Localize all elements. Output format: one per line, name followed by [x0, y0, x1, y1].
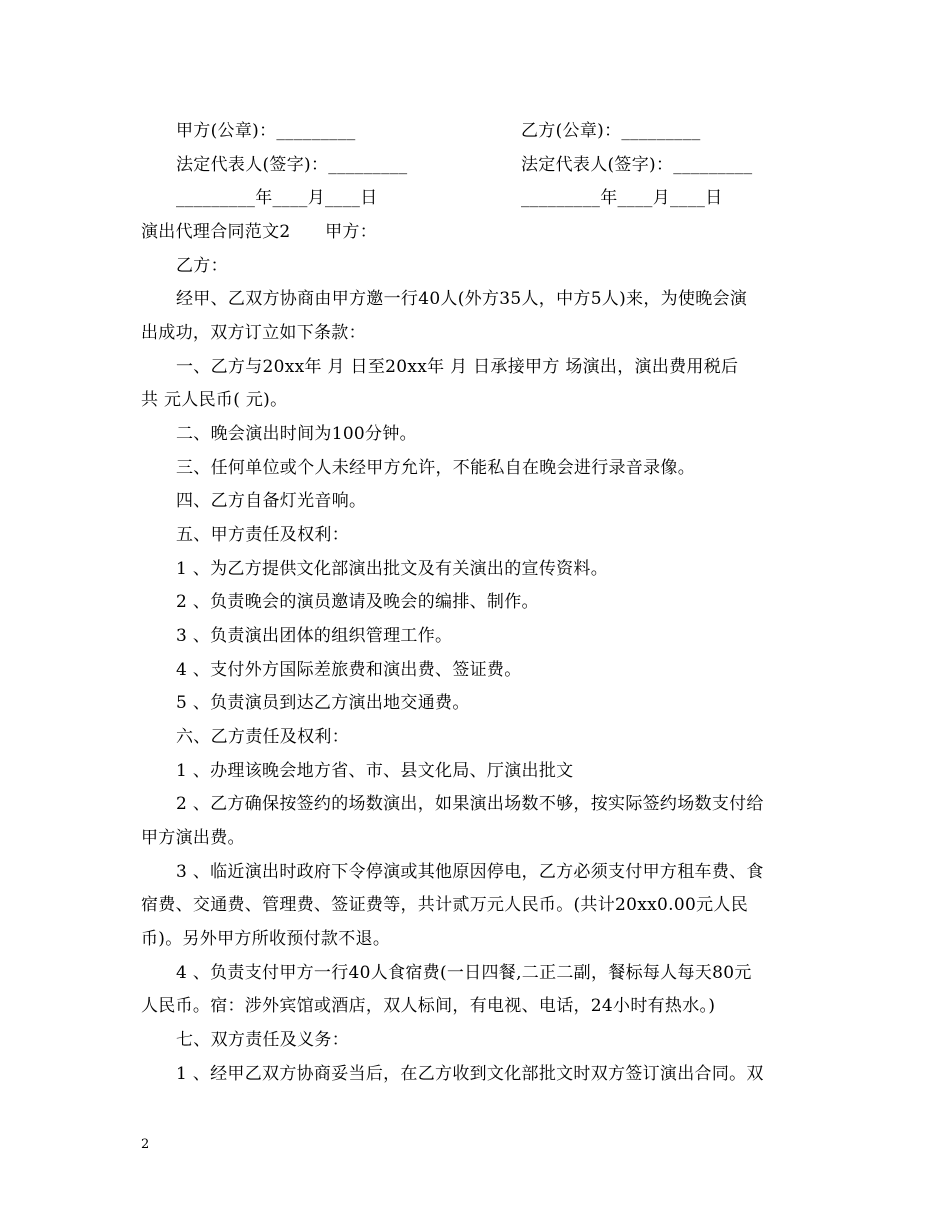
- list-item: 3 、负责演出团体的组织管理工作。: [176, 626, 453, 646]
- page-number: 2: [141, 1137, 150, 1152]
- party-a-seal: 甲方(公章)：_________: [176, 121, 356, 141]
- list-item: 1 、办理该晚会地方省、市、县文化局、厅演出批文: [176, 761, 574, 781]
- party-b-seal: 乙方(公章)：_________: [521, 121, 701, 141]
- list-item: 5 、负责演员到达乙方演出地交通费。: [176, 693, 470, 713]
- list-item: 1 、为乙方提供文化部演出批文及有关演出的宣传资料。: [176, 559, 609, 579]
- list-item-continuation: 宿费、交通费、管理费、签证费等，共计贰万元人民币。(共计20xx0.00元人民: [141, 895, 748, 915]
- list-item-continuation: 币)。另外甲方所收预付款不退。: [141, 929, 391, 949]
- paragraph-line: 共 元人民币( 元)。: [141, 390, 288, 410]
- paragraph-line: 三、任何单位或个人未经甲方允许，不能私自在晚会进行录音录像。: [176, 458, 695, 478]
- paragraph-line: 出成功，双方订立如下条款：: [141, 323, 366, 343]
- list-item: 2 、负责晚会的演员邀请及晚会的编排、制作。: [176, 592, 539, 612]
- list-item-continuation: 甲方演出费。: [141, 828, 245, 848]
- party-a-representative: 法定代表人(签字)：_________: [176, 155, 408, 175]
- contract-title-line: 演出代理合同范文2 甲方：: [141, 222, 378, 242]
- paragraph-line: 一、乙方与20xx年 月 日至20xx年 月 日承接甲方 场演出，演出费用税后: [176, 357, 739, 377]
- paragraph-line: 四、乙方自备灯光音响。: [176, 491, 367, 511]
- list-item: 1 、经甲乙双方协商妥当后，在乙方收到文化部批文时双方签订演出合同。双: [176, 1064, 764, 1084]
- paragraph-line: 经甲、乙双方协商由甲方邀一行40人(外方35人，中方5人)来，为使晚会演: [176, 289, 748, 309]
- party-b-date: _________年____月____日: [521, 188, 723, 208]
- party-b-representative: 法定代表人(签字)：_________: [521, 155, 753, 175]
- section-heading: 六、乙方责任及权利：: [176, 727, 349, 747]
- party-b-line: 乙方：: [176, 256, 228, 276]
- list-item: 4 、支付外方国际差旅费和演出费、签证费。: [176, 660, 522, 680]
- list-item: 4 、负责支付甲方一行40人食宿费(一日四餐,二正二副，餐标每人每天80元: [176, 963, 752, 983]
- list-item: 2 、乙方确保按签约的场数演出，如果演出场数不够，按实际签约场数支付给: [176, 794, 764, 814]
- list-item-continuation: 人民币。宿：涉外宾馆或酒店，双人标间，有电视、电话，24小时有热水。): [141, 996, 716, 1016]
- section-heading: 五、甲方责任及权利：: [176, 525, 349, 545]
- section-heading: 七、双方责任及义务：: [176, 1030, 349, 1050]
- list-item: 3 、临近演出时政府下令停演或其他原因停电，乙方必须支付甲方租车费、食: [176, 862, 764, 882]
- paragraph-line: 二、晚会演出时间为100分钟。: [176, 424, 417, 444]
- party-a-date: _________年____月____日: [176, 188, 378, 208]
